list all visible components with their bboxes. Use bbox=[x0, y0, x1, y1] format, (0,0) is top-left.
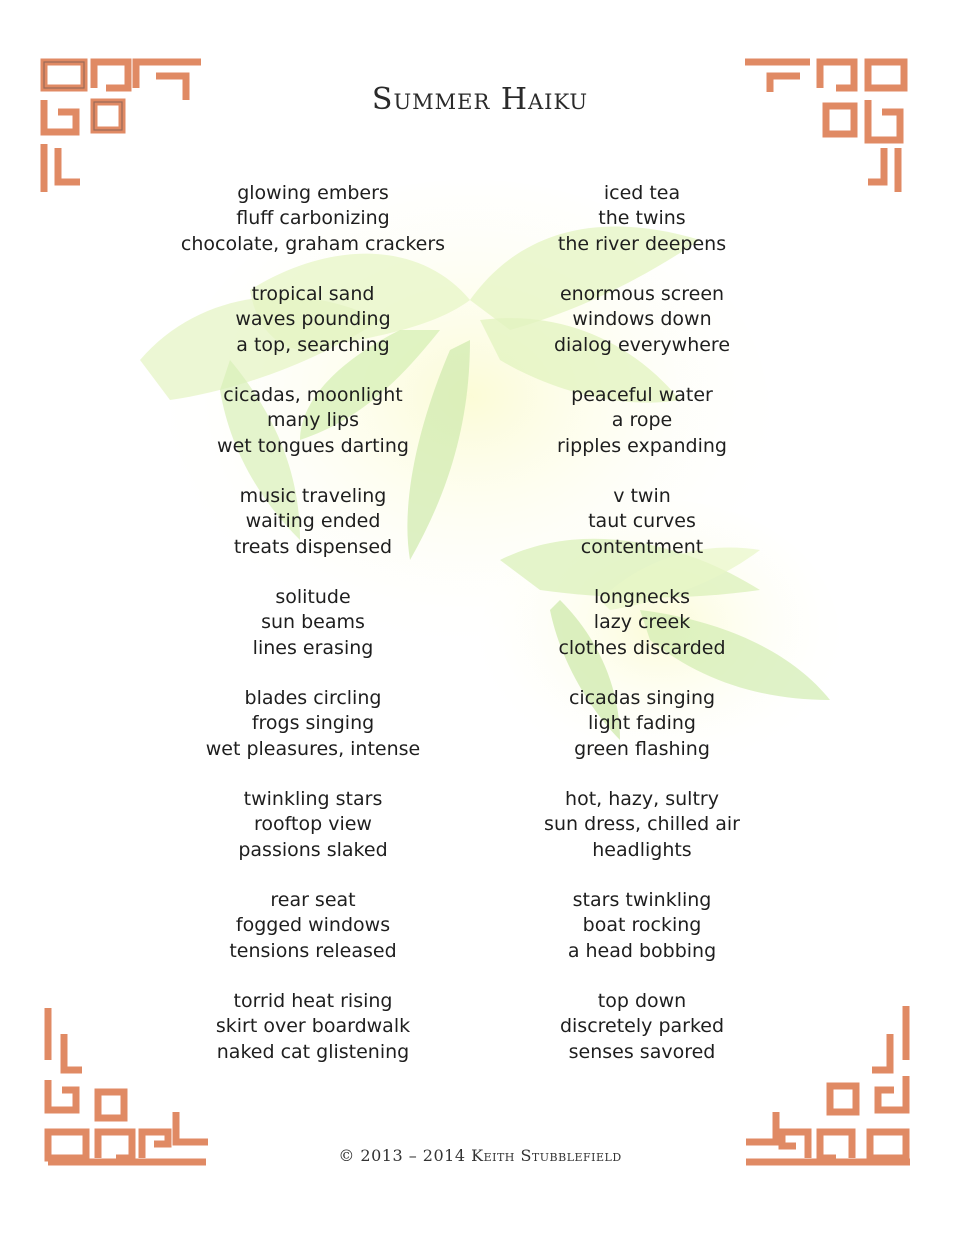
haiku-line: dialog everywhere bbox=[553, 333, 731, 356]
haiku-line: v twin bbox=[613, 485, 671, 507]
haiku-line: green flashing bbox=[574, 737, 710, 760]
haiku-stanza bbox=[163, 787, 463, 888]
haiku-line: sun dress, chilled air bbox=[544, 813, 740, 836]
haiku-line: lazy creek bbox=[593, 611, 691, 634]
haiku-line: rooftop view bbox=[254, 813, 372, 836]
haiku-line: clothes discarded bbox=[558, 636, 726, 659]
haiku-line: glowing embers bbox=[237, 182, 389, 204]
haiku-line: light fading bbox=[588, 712, 696, 735]
haiku-line: ripples expanding bbox=[557, 434, 727, 457]
haiku-line: wet pleasures, intense bbox=[205, 737, 421, 760]
haiku-line: torrid heat rising bbox=[233, 990, 393, 1012]
haiku-line: wet tongues darting bbox=[217, 434, 409, 457]
haiku-line: cicadas singing bbox=[568, 687, 716, 709]
haiku-line: stars twinkling bbox=[572, 889, 712, 911]
haiku-line: skirt over boardwalk bbox=[215, 1015, 411, 1038]
haiku-line: frogs singing bbox=[251, 712, 375, 735]
haiku-stanza bbox=[163, 383, 463, 484]
haiku-stanza bbox=[492, 383, 792, 484]
haiku-line: lines erasing bbox=[252, 636, 374, 659]
haiku-line: a head bobbing bbox=[567, 939, 717, 962]
haiku-stanza bbox=[163, 484, 463, 585]
haiku-line: solitude bbox=[275, 586, 351, 608]
haiku-line: rear seat bbox=[270, 889, 356, 911]
haiku-line: music traveling bbox=[239, 485, 387, 507]
haiku-stanza bbox=[492, 787, 792, 888]
haiku-line: enormous screen bbox=[559, 283, 725, 305]
haiku-stanza bbox=[492, 888, 792, 989]
haiku-stanza bbox=[163, 282, 463, 383]
haiku-line: longnecks bbox=[593, 586, 691, 608]
haiku-line: tropical sand bbox=[251, 283, 375, 305]
page-title: Summer Haiku bbox=[371, 82, 589, 117]
haiku-stanza bbox=[492, 181, 792, 282]
haiku-stanza bbox=[492, 484, 792, 585]
haiku-column-right bbox=[492, 181, 792, 1090]
haiku-stanza bbox=[163, 989, 463, 1090]
haiku-line: fogged windows bbox=[235, 914, 391, 937]
haiku-line: treats dispensed bbox=[233, 535, 393, 558]
haiku-stanza bbox=[492, 686, 792, 787]
haiku-line: blades circling bbox=[244, 687, 382, 709]
haiku-line: fluff carbonizing bbox=[236, 207, 390, 230]
haiku-column-left bbox=[163, 181, 463, 1090]
haiku-line: taut curves bbox=[588, 510, 696, 533]
haiku-line: many lips bbox=[267, 409, 359, 432]
haiku-line: tensions released bbox=[229, 939, 397, 962]
haiku-line: sun beams bbox=[261, 611, 365, 634]
haiku-stanza bbox=[492, 585, 792, 686]
haiku-line: twinkling stars bbox=[243, 788, 383, 810]
haiku-line: naked cat glistening bbox=[216, 1040, 410, 1063]
haiku-line: peaceful water bbox=[571, 384, 713, 406]
haiku-line: waiting ended bbox=[245, 510, 381, 533]
haiku-line: top down bbox=[597, 990, 687, 1012]
haiku-line: passions slaked bbox=[238, 838, 388, 861]
haiku-stanza bbox=[163, 888, 463, 989]
haiku-line: hot, hazy, sultry bbox=[565, 788, 719, 810]
haiku-line: waves pounding bbox=[235, 308, 391, 331]
haiku-stanza bbox=[492, 282, 792, 383]
haiku-line: headlights bbox=[592, 838, 692, 861]
haiku-line: senses savored bbox=[568, 1040, 716, 1063]
haiku-stanza bbox=[163, 585, 463, 686]
haiku-stanza bbox=[492, 989, 792, 1090]
haiku-line: the twins bbox=[598, 207, 686, 230]
haiku-line: boat rocking bbox=[582, 914, 702, 937]
haiku-line: a top, searching bbox=[236, 333, 390, 356]
haiku-line: windows down bbox=[572, 308, 712, 331]
haiku-line: the river deepens bbox=[557, 232, 727, 255]
haiku-line: contentment bbox=[580, 535, 704, 558]
haiku-stanza bbox=[163, 181, 463, 282]
haiku-line: cicadas, moonlight bbox=[223, 384, 403, 406]
copyright-footer: © 2013 – 2014 Keith Stubblefield bbox=[338, 1146, 622, 1165]
haiku-line: discretely parked bbox=[559, 1015, 725, 1038]
haiku-line: iced tea bbox=[603, 182, 681, 204]
haiku-line: chocolate, graham crackers bbox=[180, 232, 446, 255]
haiku-stanza bbox=[163, 686, 463, 787]
haiku-line: a rope bbox=[611, 409, 673, 432]
